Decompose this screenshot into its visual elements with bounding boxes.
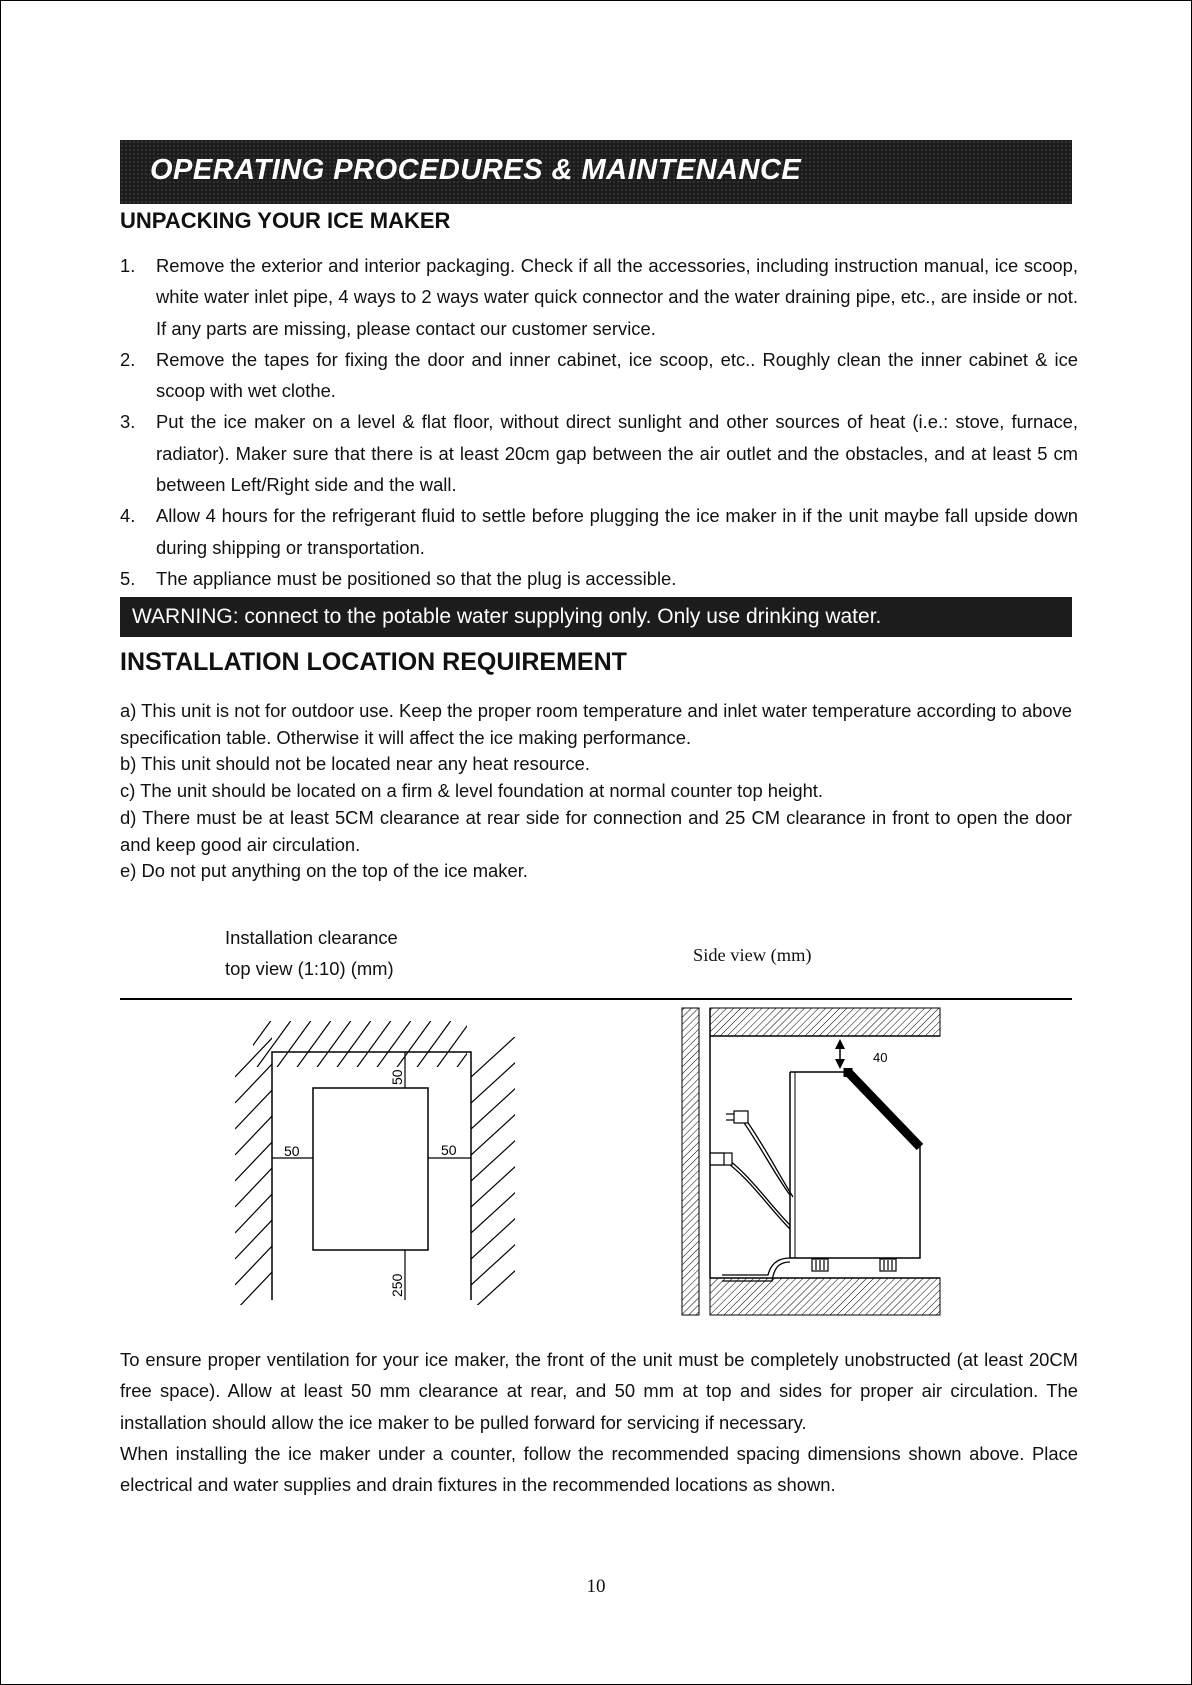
ventilation-paragraph: To ensure proper ventilation for your ice maker, the front of the unit must be completely unobstructed (at least 20CM free space). Allow at least 50 mm clearance at rear, and 50 mm at top and sides for proper air circulation. The installation should allow the ice maker to be pulled forward for servicing if necessary. bbox=[120, 1349, 1078, 1433]
installation-heading: INSTALLATION LOCATION REQUIREMENT bbox=[120, 648, 627, 676]
dimension-right: 50 bbox=[441, 1142, 457, 1158]
step-number: 5. bbox=[120, 567, 136, 589]
ventilation-notes bbox=[120, 1344, 1078, 1500]
step-text: Allow 4 hours for the refrigerant fluid to settle before plugging the ice maker in if the unit maybe fall upside down during shipping or transportation. bbox=[156, 505, 1078, 558]
plug-icon bbox=[724, 1111, 748, 1165]
dimension-left: 50 bbox=[284, 1143, 300, 1159]
water-and-power-lines bbox=[710, 1117, 793, 1281]
requirement-item: d) There must be at least 5CM clearance at rear side for connection and 25 CM clearance in front to open the door and keep good air circulation. bbox=[120, 806, 1072, 855]
dimension-bottom: 250 bbox=[389, 1273, 405, 1297]
requirement-item: c) The unit should be located on a firm & level foundation at normal counter top height. bbox=[120, 780, 824, 802]
page-number: 10 bbox=[586, 1576, 606, 1597]
step-number: 2. bbox=[120, 348, 136, 370]
ice-maker-lid bbox=[848, 1072, 920, 1147]
unpacking-heading: UNPACKING YOUR ICE MAKER bbox=[120, 208, 451, 233]
list-item bbox=[120, 250, 1078, 344]
unpacking-steps bbox=[120, 250, 1078, 594]
wall-hatch-right bbox=[471, 1035, 515, 1305]
list-item bbox=[120, 406, 1078, 500]
top-view-caption-line2: top view (1:10) (mm) bbox=[225, 958, 394, 979]
top-view-caption bbox=[225, 922, 398, 984]
step-text: Put the ice maker on a level & flat floor, without direct sunlight and other sources of heat (i.e.: stove, furnace, radiator). Maker sure that there is at least 20cm gap between the air outlet and the obstacles, and at least 5 cm between Left/Right side and the wall. bbox=[156, 411, 1078, 496]
floor-hatch bbox=[710, 1278, 940, 1315]
wall-hatch-left bbox=[235, 1035, 275, 1305]
step-text: The appliance must be positioned so that the plug is accessible. bbox=[156, 567, 677, 589]
side-view-caption: Side view (mm) bbox=[693, 945, 812, 965]
ice-maker-outline bbox=[313, 1088, 428, 1250]
step-text: Remove the exterior and interior packaging. Check if all the accessories, including instruction manual, ice scoop, white water inlet pipe, 4 ways to 2 ways water quick connector and the water draining pipe, etc., are inside or not. If any parts are missing, please contact our customer service. bbox=[156, 255, 1078, 339]
step-number: 1. bbox=[120, 255, 136, 276]
wall-hatch-rear bbox=[682, 1008, 699, 1315]
step-number: 4. bbox=[120, 505, 136, 527]
requirement-item: b) This unit should not be located near any heat resource. bbox=[120, 753, 590, 775]
list-item bbox=[120, 563, 1078, 594]
wall-hatch-top bbox=[235, 1015, 495, 1070]
dimension-top: 50 bbox=[389, 1069, 405, 1085]
top-view-caption-line1: Installation clearance bbox=[225, 927, 398, 948]
top-view-diagram bbox=[235, 1015, 515, 1305]
ice-maker-body bbox=[790, 1072, 920, 1258]
page-title: OPERATING PROCEDURES & MAINTENANCE bbox=[150, 154, 802, 186]
list-item bbox=[120, 500, 1078, 563]
under-counter-paragraph: When installing the ice maker under a counter, follow the recommended spacing dimensions shown above. Place electrical and water supplies and drain fixtures in the recommended locations as shown. bbox=[120, 1442, 1078, 1496]
dimension-top: 40 bbox=[873, 1050, 888, 1065]
side-view-diagram bbox=[680, 1005, 945, 1320]
counter-hatch-top bbox=[710, 1008, 940, 1036]
requirement-item: e) Do not put anything on the top of the ice maker. bbox=[120, 860, 528, 882]
step-number: 3. bbox=[120, 411, 136, 433]
requirement-item: a) This unit is not for outdoor use. Keep the proper room temperature and inlet water temperature according to above specification table. Otherwise it will affect the ice making performance. bbox=[120, 700, 1072, 748]
installation-requirements bbox=[120, 698, 1072, 885]
section-banner bbox=[120, 140, 1072, 204]
wall-outline bbox=[272, 1052, 471, 1300]
feet bbox=[812, 1259, 896, 1271]
divider bbox=[120, 998, 1072, 1000]
list-item bbox=[120, 344, 1078, 407]
step-text: Remove the tapes for fixing the door and inner cabinet, ice scoop, etc.. Roughly clean the inner cabinet & ice scoop with wet clothe. bbox=[156, 348, 1078, 402]
warning-banner: WARNING: connect to the potable water supplying only. Only use drinking water. bbox=[120, 597, 1072, 637]
